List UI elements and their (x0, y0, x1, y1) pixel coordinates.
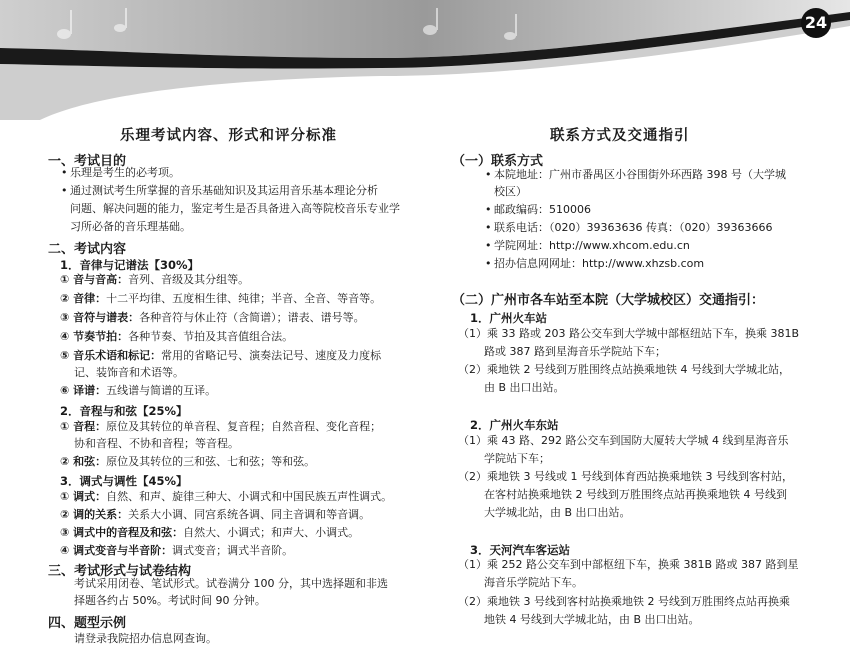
contact-address: • 本院地址：广州市番禺区小谷围街外环西路 398 号（大学城 (494, 166, 786, 184)
section-purpose-heading: 一、考试目的 (48, 154, 127, 169)
route-item-cont: 海音乐学院站下车。 (484, 576, 583, 589)
route-item-cont: 路或 387 路到星海音乐学院站下车； (484, 345, 666, 358)
route-item: （2）乘地铁 3 号线或 1 号线到体育西站换乘地铁 3 号线到客村站， (458, 470, 793, 483)
purpose-item-2: • 通过测试考生所掌握的音乐基础知识及其运用音乐基本理论分析 (70, 182, 378, 200)
content-item: ③ 音符与谱表：各种音符与休止符（含简谱）；谱表、谱号等。 (60, 311, 365, 324)
example-text: 请登录我院招办信息网查询。 (74, 632, 217, 645)
contact-address-cont: 校区） (494, 185, 527, 198)
contact-admissions-website[interactable]: • 招办信息网网址：http://www.xhzsb.com (494, 255, 704, 273)
route-item-cont: 地铁 4 号线到大学城北站，由 B 出口出站。 (484, 613, 700, 626)
right-title: 联系方式及交通指引 (550, 128, 690, 144)
content-item: ① 音程：原位及其转位的单音程、复音程；自然音程、变化音程； (60, 420, 382, 433)
station-guangzhou: 1．广州火车站 (470, 311, 548, 325)
station-guangzhou-east: 2．广州火车东站 (470, 418, 559, 432)
content-item: ② 调的关系：关系大小调、同宫系统各调、同主音调和等音调。 (60, 508, 371, 521)
route-item-cont: 学院站下车； (484, 452, 550, 465)
purpose-item-2-cont2: 习所必备的音乐理基础。 (70, 220, 191, 233)
station-tianhe-bus: 3．天河汽车客运站 (470, 543, 571, 557)
content-item: ③ 调式中的音程及和弦：自然大、小调式；和声大、小调式。 (60, 526, 360, 539)
content-item: ② 音律：十二平均律、五度相生律、纯律；半音、全音、等音等。 (60, 292, 382, 305)
purpose-item-1: • 乐理是考生的必考项。 (70, 164, 180, 182)
content-item: ⑤ 音乐术语和标记：常用的省略记号、演奏法记号、速度及力度标 (60, 349, 382, 362)
contact-zip: • 邮政编码：510006 (494, 201, 591, 219)
content-item: ① 调式：自然、和声、旋律三种大、小调式和中国民族五声性调式。 (60, 490, 393, 503)
route-item-cont: 由 B 出口出站。 (484, 381, 565, 394)
route-item: （1）乘 33 路或 203 路公交车到大学城中部枢纽站下车，换乘 381B (458, 327, 800, 340)
section-example-heading: 四、题型示例 (48, 616, 127, 631)
route-item-cont: 在客村站换乘地铁 2 号线到万胜围终点站再换乘地铁 4 号线到 (484, 488, 787, 501)
format-text: 考试采用闭卷、笔试形式。试卷满分 100 分，其中选择题和非选 (74, 577, 388, 590)
content-item: ④ 调式变音与半音阶：调式变音；调式半音阶。 (60, 544, 294, 557)
route-item: （2）乘地铁 2 号线到万胜围终点站换乘地铁 4 号线到大学城北站， (458, 363, 790, 376)
route-item-cont: 大学城北站，由 B 出口出站。 (484, 506, 631, 519)
content-item: ⑥ 译谱：五线谱与简谱的互译。 (60, 384, 217, 397)
page-number: 24 (801, 8, 831, 38)
route-item: （2）乘地铁 3 号线到客村站换乘地铁 2 号线到万胜围终点站再换乘 (458, 595, 790, 608)
format-text-cont: 择题各约占 50%。考试时间 90 分钟。 (74, 594, 266, 607)
contact-website[interactable]: • 学院网址：http://www.xhcom.edu.cn (494, 237, 690, 255)
content-item-cont: 记、装饰音和术语等。 (74, 366, 184, 379)
transport-heading: （二）广州市各车站至本院（大学城校区）交通指引： (452, 293, 765, 308)
contact-heading: （一）联系方式 (452, 154, 544, 169)
content-item-cont: 协和音程、不协和音程；等音程。 (74, 437, 239, 450)
left-title: 乐理考试内容、形式和评分标准 (120, 128, 337, 144)
header-banner (0, 0, 850, 120)
route-item: （1）乘 43 路、292 路公交车到国防大厦转大学城 4 线到星海音乐 (458, 434, 789, 447)
subsection-intervals: 2．音程与和弦【25%】 (60, 404, 188, 418)
section-content-heading: 二、考试内容 (48, 242, 127, 257)
subsection-modes: 3．调式与调性【45%】 (60, 474, 188, 488)
content-item: ① 音与音高：音列、音级及其分组等。 (60, 273, 250, 286)
purpose-item-2-cont1: 问题、解决问题的能力，鉴定考生是否具备进入高等院校音乐专业学 (70, 202, 400, 215)
content-item: ④ 节奏节拍：各种节奏、节拍及其音值组合法。 (60, 330, 294, 343)
route-item: （1）乘 252 路公交车到中部枢纽下车，换乘 381B 路或 387 路到星 (458, 558, 799, 571)
section-format-heading: 三、考试形式与试卷结构 (48, 564, 192, 579)
content-item: ② 和弦：原位及其转位的三和弦、七和弦；等和弦。 (60, 455, 316, 468)
subsection-temperament: 1．音律与记谱法【30%】 (60, 258, 200, 272)
contact-phone: • 联系电话：（020）39363636 传真：（020）39363666 (494, 219, 772, 237)
